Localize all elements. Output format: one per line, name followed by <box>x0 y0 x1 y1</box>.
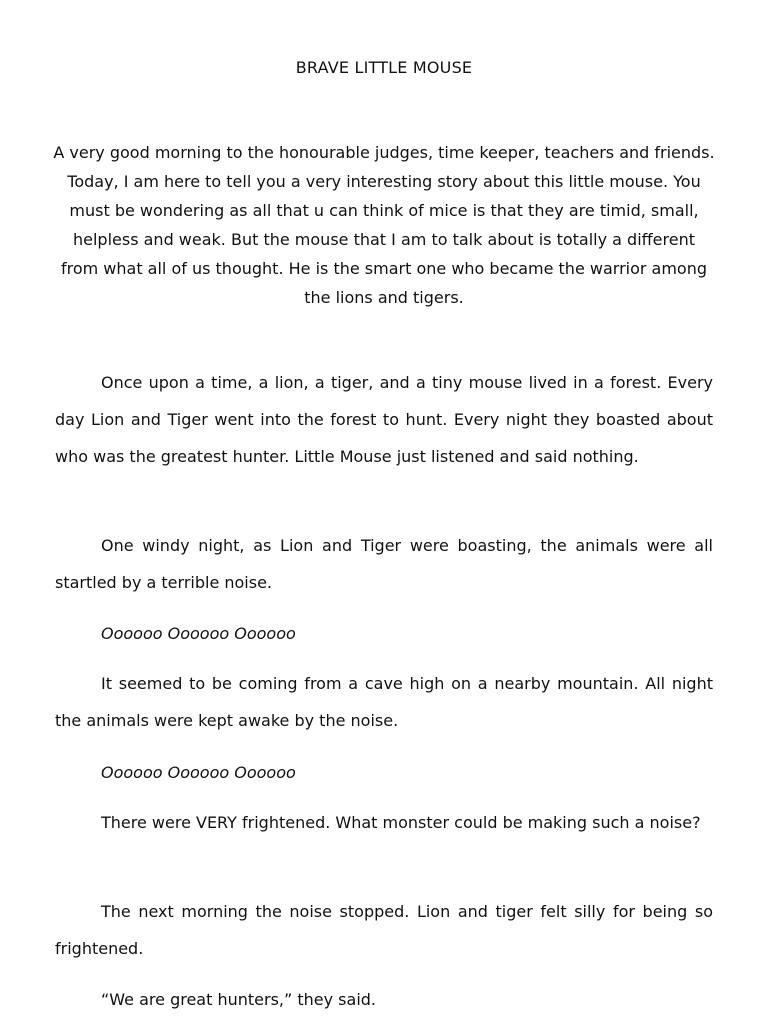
story-paragraph: The next morning the noise stopped. Lion and tiger felt silly for being so frightened. <box>55 902 713 958</box>
story-paragraph: It seemed to be coming from a cave high on a nearby mountain. All night the animals were kept awake by the noise. <box>55 674 713 730</box>
story-paragraph: “We are great hunters,” they said. <box>101 990 377 1009</box>
sound-effect-line: Oooooo Oooooo Oooooo <box>101 624 296 643</box>
story-paragraph: There were VERY frightened. What monster could be making such a noise? <box>101 813 701 832</box>
intro-paragraph: A very good morning to the honourable judges, time keeper, teachers and friends. Today, I am here to tell you a very interesting story about this little mouse. You must be wondering as all that u can think of mice is that they are timid, small, helpless and weak. But the mouse that I am to talk about is totally a different from what all of us thought. He is the smart one who became the warrior among the lions and tigers. <box>53 143 715 307</box>
story-paragraph: One windy night, as Lion and Tiger were boasting, the animals were all startled by a terrible noise. <box>55 536 713 592</box>
document-title: BRAVE LITTLE MOUSE <box>295 58 473 77</box>
sound-effect-line: Oooooo Oooooo Oooooo <box>101 763 296 782</box>
story-paragraph: Once upon a time, a lion, a tiger, and a tiny mouse lived in a forest. Every day Lion and Tiger went into the forest to hunt. Every night they boasted about who was the greatest hunter. Little Mouse just listened and said nothing. <box>55 373 713 466</box>
